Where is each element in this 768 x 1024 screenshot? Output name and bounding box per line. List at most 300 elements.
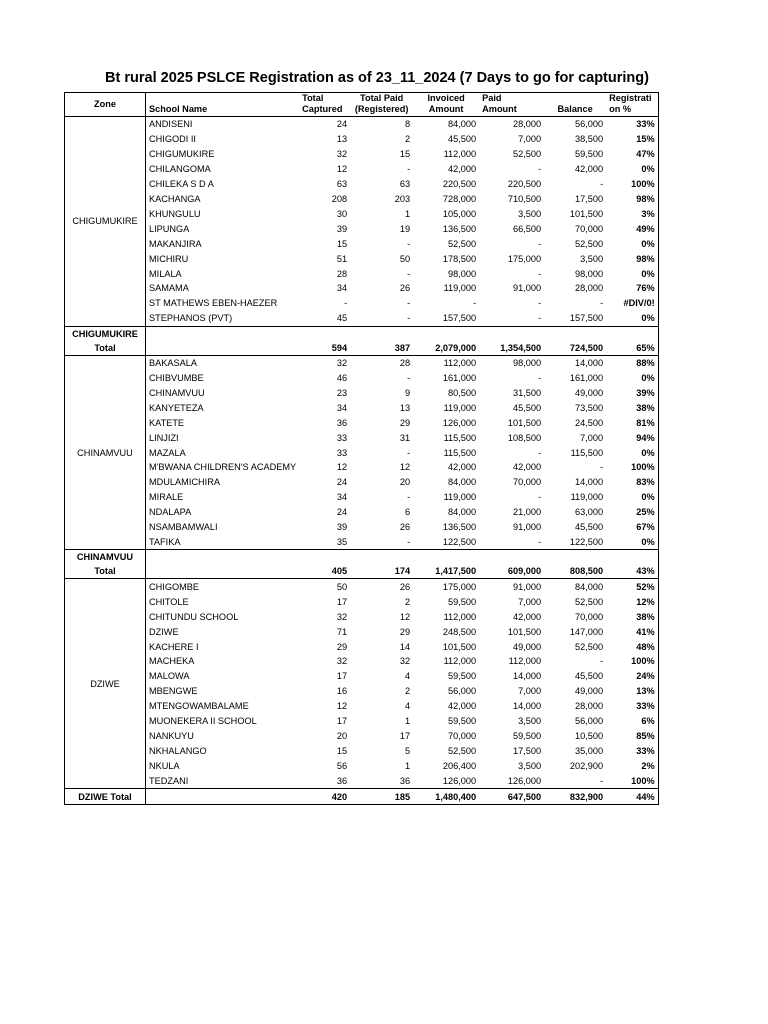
paid-amount-cell: 126,000 xyxy=(507,775,542,786)
balance-cell: 14,000 xyxy=(575,358,604,369)
total-captured-cell: 33 xyxy=(336,447,348,458)
invoiced-amount-cell: 59,500 xyxy=(448,716,477,727)
invoiced-amount-cell: 59,500 xyxy=(448,596,477,607)
registration-pct-cell: 41% xyxy=(606,624,658,639)
zone-total-registration-pct: 44% xyxy=(606,789,658,805)
header-reg-line1: Registrati xyxy=(609,93,652,103)
header-zone: Zone xyxy=(65,93,146,117)
school-name: BAKASALA xyxy=(149,358,198,369)
table-row xyxy=(65,669,659,684)
paid-amount-cell: 66,500 xyxy=(513,223,542,234)
total-captured-cell: 15 xyxy=(336,745,348,756)
school-name: MALOWA xyxy=(149,671,190,682)
total-paid-cell: 15 xyxy=(399,149,411,160)
balance-cell: 49,000 xyxy=(575,686,604,697)
zone-total-label xyxy=(65,550,146,579)
invoiced-amount-cell: 98,000 xyxy=(448,268,477,279)
total-captured-cell: 36 xyxy=(336,775,348,786)
zone-total-paid-amount: 1,354,500 xyxy=(479,326,544,355)
invoiced-amount-cell: 105,000 xyxy=(442,208,477,219)
header-invoiced-line1: Invoiced xyxy=(427,93,465,103)
invoiced-amount-cell: 45,500 xyxy=(448,134,477,145)
paid-amount-cell: 710,500 xyxy=(507,193,542,204)
school-name: CHINAMVUU xyxy=(149,387,205,398)
balance-cell: 52,500 xyxy=(575,596,604,607)
total-paid-cell: 17 xyxy=(399,730,411,741)
balance-cell: 122,500 xyxy=(569,537,604,548)
header-row xyxy=(65,93,659,117)
school-name: M'BWANA CHILDREN'S ACADEMY xyxy=(149,462,297,473)
paid-amount-cell: 7,000 xyxy=(518,596,542,607)
registration-pct-cell: 94% xyxy=(606,430,658,445)
zone-total-total-captured: 420 xyxy=(299,789,350,805)
balance-cell: 42,000 xyxy=(575,164,604,175)
paid-amount-cell: 3,500 xyxy=(518,716,542,727)
table-row xyxy=(65,236,659,251)
table-row xyxy=(65,296,659,311)
registration-pct-cell: 98% xyxy=(606,192,658,207)
balance-cell: 49,000 xyxy=(575,387,604,398)
header-total-paid-line1: Total Paid xyxy=(360,93,404,103)
invoiced-amount-cell: 119,000 xyxy=(443,283,477,294)
zone-total-balance: 832,900 xyxy=(544,789,606,805)
total-paid-cell: 19 xyxy=(399,223,411,234)
table-row xyxy=(65,266,659,281)
invoiced-amount-cell: 175,000 xyxy=(442,581,477,592)
school-name: CHILEKA S D A xyxy=(149,179,214,190)
balance-cell: 202,900 xyxy=(569,760,604,771)
paid-amount-cell: 91,000 xyxy=(513,283,542,294)
table-row xyxy=(65,221,659,236)
invoiced-amount-cell: 112,000 xyxy=(443,656,477,667)
registration-pct-cell: 38% xyxy=(606,400,658,415)
registration-pct-cell: 83% xyxy=(606,475,658,490)
balance-cell: 56,000 xyxy=(575,119,604,130)
header-total-captured-line2: Captured xyxy=(302,104,343,114)
invoiced-amount-cell: 42,000 xyxy=(448,164,477,175)
paid-amount-cell: 14,000 xyxy=(513,671,542,682)
total-captured-cell: 63 xyxy=(336,179,348,190)
paid-amount-cell: 108,500 xyxy=(507,432,542,443)
zone-total-label-line2: Total xyxy=(94,566,116,577)
total-captured-cell: 29 xyxy=(336,641,348,652)
total-captured-cell: 35 xyxy=(336,537,348,548)
paid-amount-cell: - xyxy=(538,164,542,175)
registration-pct-cell: 0% xyxy=(606,445,658,460)
header-balance: Balance xyxy=(544,93,606,117)
balance-cell: - xyxy=(600,298,604,309)
invoiced-amount-cell: 42,000 xyxy=(448,701,477,712)
total-paid-cell: - xyxy=(407,447,411,458)
balance-cell: 35,000 xyxy=(575,745,604,756)
school-name: MTENGOWAMBALAME xyxy=(149,701,249,712)
total-captured-cell: 51 xyxy=(336,253,348,264)
balance-cell: 17,500 xyxy=(575,193,604,204)
invoiced-amount-cell: 84,000 xyxy=(448,507,477,518)
total-paid-cell: - xyxy=(407,537,411,548)
zone-total-row xyxy=(65,550,659,579)
balance-cell: 56,000 xyxy=(575,716,604,727)
invoiced-amount-cell: 122,500 xyxy=(442,537,477,548)
invoiced-amount-cell: 119,000 xyxy=(443,402,477,413)
invoiced-amount-cell: 112,000 xyxy=(443,149,477,160)
total-paid-cell: 20 xyxy=(399,477,411,488)
zone-total-blank xyxy=(146,789,300,805)
total-paid-cell: 28 xyxy=(399,358,411,369)
invoiced-amount-cell: 70,000 xyxy=(448,730,477,741)
balance-cell: 38,500 xyxy=(575,134,604,145)
paid-amount-cell: 70,000 xyxy=(513,477,542,488)
school-name: KHUNGULU xyxy=(149,208,201,219)
registration-pct-cell: 0% xyxy=(606,266,658,281)
registration-pct-cell: 0% xyxy=(606,311,658,326)
invoiced-amount-cell: 206,400 xyxy=(442,760,477,771)
invoiced-amount-cell: 136,500 xyxy=(442,223,477,234)
registration-pct-cell: 15% xyxy=(606,132,658,147)
registration-table xyxy=(64,92,659,805)
balance-cell: 24,500 xyxy=(575,417,604,428)
registration-pct-cell: 48% xyxy=(606,639,658,654)
balance-cell: 52,500 xyxy=(575,238,604,249)
paid-amount-cell: 175,000 xyxy=(507,253,542,264)
school-name: ANDISENI xyxy=(149,119,193,130)
school-name: NKHALANGO xyxy=(149,745,207,756)
total-paid-cell: 1 xyxy=(405,208,411,219)
school-name: SAMAMA xyxy=(149,283,189,294)
table-row xyxy=(65,505,659,520)
table-row xyxy=(65,609,659,624)
paid-amount-cell: 220,500 xyxy=(507,179,542,190)
total-captured-cell: 12 xyxy=(336,164,348,175)
paid-amount-cell: 101,500 xyxy=(507,417,542,428)
zone-total-total-paid: 174 xyxy=(350,550,413,579)
balance-cell: 59,500 xyxy=(575,149,604,160)
table-row xyxy=(65,490,659,505)
registration-pct-cell: 85% xyxy=(606,729,658,744)
school-name: MICHIRU xyxy=(149,253,189,264)
table-row xyxy=(65,714,659,729)
invoiced-amount-cell: 52,500 xyxy=(448,238,477,249)
total-captured-cell: 17 xyxy=(336,596,348,607)
school-name: MIRALE xyxy=(149,492,184,503)
school-name: NANKUYU xyxy=(149,730,194,741)
total-captured-cell: 33 xyxy=(336,432,348,443)
report-title: Bt rural 2025 PSLCE Registration as of 23_11_2024 (7 Days to go for capturing) xyxy=(105,70,649,86)
paid-amount-cell: 91,000 xyxy=(513,581,542,592)
zone-total-label-line1: DZIWE Total xyxy=(78,792,132,803)
paid-amount-cell: 31,500 xyxy=(513,387,542,398)
paid-amount-cell: - xyxy=(538,238,542,249)
total-captured-cell: 32 xyxy=(336,611,348,622)
total-captured-cell: 32 xyxy=(336,149,348,160)
paid-amount-cell: 3,500 xyxy=(518,208,542,219)
balance-cell: 115,500 xyxy=(570,447,604,458)
paid-amount-cell: - xyxy=(538,447,542,458)
invoiced-amount-cell: 178,500 xyxy=(442,253,477,264)
header-paid-line1: Paid xyxy=(482,93,502,103)
school-name: CHILANGOMA xyxy=(149,164,211,175)
table-row xyxy=(65,430,659,445)
header-total-captured-line1: Total xyxy=(302,93,324,103)
zone-total-row xyxy=(65,789,659,805)
registration-pct-cell: 6% xyxy=(606,714,658,729)
total-captured-cell: 20 xyxy=(336,730,348,741)
balance-cell: 3,500 xyxy=(580,253,604,264)
total-captured-cell: 208 xyxy=(331,193,348,204)
total-paid-cell: 203 xyxy=(394,193,411,204)
paid-amount-cell: - xyxy=(538,298,542,309)
table-row xyxy=(65,460,659,475)
registration-pct-cell: 13% xyxy=(606,684,658,699)
total-paid-cell: 31 xyxy=(399,432,411,443)
school-name: CHIGUMUKIRE xyxy=(149,149,215,160)
total-paid-cell: - xyxy=(407,268,411,279)
table-row xyxy=(65,654,659,669)
total-paid-cell: 4 xyxy=(405,671,411,682)
school-name: CHIGODI II xyxy=(149,134,196,145)
balance-cell: 161,000 xyxy=(569,373,604,384)
table-row xyxy=(65,758,659,773)
total-captured-cell: 13 xyxy=(336,134,348,145)
total-captured-cell: 46 xyxy=(336,373,348,384)
registration-pct-cell: 24% xyxy=(606,669,658,684)
total-paid-cell: - xyxy=(407,492,411,503)
total-paid-cell: 26 xyxy=(399,581,411,592)
header-school-name: School Name xyxy=(146,93,300,117)
table-row xyxy=(65,371,659,386)
total-captured-cell: - xyxy=(344,298,348,309)
table-row xyxy=(65,311,659,326)
school-name: CHITUNDU SCHOOL xyxy=(149,611,239,622)
zone-name: CHIGUMUKIRE xyxy=(65,117,146,327)
zone-total-total-captured: 405 xyxy=(299,550,350,579)
zone-name: CHINAMVUU xyxy=(65,355,146,550)
paid-amount-cell: 42,000 xyxy=(513,611,542,622)
zone-total-row xyxy=(65,326,659,355)
total-paid-cell: 50 xyxy=(399,253,411,264)
paid-amount-cell: 52,500 xyxy=(513,149,542,160)
header-invoiced-amount xyxy=(413,93,479,117)
registration-pct-cell: 49% xyxy=(606,221,658,236)
total-captured-cell: 28 xyxy=(336,268,348,279)
zone-total-blank xyxy=(146,550,300,579)
school-name: TEDZANI xyxy=(149,775,189,786)
paid-amount-cell: - xyxy=(538,313,542,324)
paid-amount-cell: 28,000 xyxy=(513,119,542,130)
balance-cell: 28,000 xyxy=(575,701,604,712)
paid-amount-cell: 112,000 xyxy=(508,656,542,667)
registration-pct-cell: 25% xyxy=(606,505,658,520)
registration-pct-cell: 3% xyxy=(606,206,658,221)
balance-cell: 98,000 xyxy=(575,268,604,279)
total-paid-cell: 2 xyxy=(405,596,411,607)
header-total-paid-line2: (Registered) xyxy=(354,104,409,114)
total-captured-cell: 71 xyxy=(336,626,348,637)
zone-total-invoiced-amount: 2,079,000 xyxy=(413,326,479,355)
paid-amount-cell: 7,000 xyxy=(518,134,542,145)
table-row xyxy=(65,445,659,460)
paid-amount-cell: 17,500 xyxy=(513,745,542,756)
total-captured-cell: 23 xyxy=(336,387,348,398)
zone-total-paid-amount: 647,500 xyxy=(479,789,544,805)
invoiced-amount-cell: 220,500 xyxy=(442,179,477,190)
balance-cell: 70,000 xyxy=(575,223,604,234)
registration-pct-cell: 33% xyxy=(606,117,658,132)
table-row xyxy=(65,520,659,535)
school-name: NSAMBAMWALI xyxy=(149,522,218,533)
table-row xyxy=(65,192,659,207)
total-paid-cell: 29 xyxy=(399,417,411,428)
table-row xyxy=(65,639,659,654)
zone-total-invoiced-amount: 1,480,400 xyxy=(413,789,479,805)
school-name: TAFIKA xyxy=(149,537,181,548)
paid-amount-cell: 101,500 xyxy=(507,626,542,637)
total-paid-cell: 9 xyxy=(405,387,411,398)
school-name: LIPUNGA xyxy=(149,223,190,234)
registration-pct-cell: 33% xyxy=(606,743,658,758)
total-captured-cell: 36 xyxy=(336,417,348,428)
total-paid-cell: 14 xyxy=(399,641,411,652)
total-captured-cell: 39 xyxy=(336,223,348,234)
total-paid-cell: 26 xyxy=(399,283,411,294)
balance-cell: 10,500 xyxy=(575,730,604,741)
zone-total-total-captured: 594 xyxy=(299,326,350,355)
header-paid-amount xyxy=(479,93,544,117)
school-name: LINJIZI xyxy=(149,432,179,443)
total-captured-cell: 24 xyxy=(336,119,348,130)
registration-pct-cell: 0% xyxy=(606,490,658,505)
invoiced-amount-cell: 126,000 xyxy=(442,417,477,428)
registration-pct-cell: 0% xyxy=(606,162,658,177)
invoiced-amount-cell: 84,000 xyxy=(448,477,477,488)
balance-cell: 84,000 xyxy=(575,581,604,592)
table-row xyxy=(65,386,659,401)
registration-pct-cell: 47% xyxy=(606,147,658,162)
registration-pct-cell: 33% xyxy=(606,699,658,714)
school-name: MAKANJIRA xyxy=(149,238,202,249)
zone-total-registration-pct: 43% xyxy=(606,550,658,579)
school-name: MDULAMICHIRA xyxy=(149,477,220,488)
table-row xyxy=(65,281,659,296)
registration-pct-cell: 52% xyxy=(606,579,658,594)
invoiced-amount-cell: 101,500 xyxy=(442,641,477,652)
total-paid-cell: 12 xyxy=(399,611,411,622)
table-row xyxy=(65,355,659,370)
school-name: KATETE xyxy=(149,417,185,428)
table-row xyxy=(65,594,659,609)
zone-total-total-paid: 387 xyxy=(350,326,413,355)
school-name: MUONEKERA II SCHOOL xyxy=(149,716,257,727)
total-captured-cell: 34 xyxy=(336,402,348,413)
table-row xyxy=(65,206,659,221)
paid-amount-cell: 59,500 xyxy=(513,730,542,741)
total-paid-cell: 12 xyxy=(399,462,411,473)
table-row xyxy=(65,251,659,266)
school-name: MACHEKA xyxy=(149,656,195,667)
school-name: STEPHANOS (PVT) xyxy=(149,313,233,324)
balance-cell: 45,500 xyxy=(575,671,604,682)
total-paid-cell: 36 xyxy=(399,775,411,786)
registration-pct-cell: #DIV/0! xyxy=(606,296,658,311)
total-captured-cell: 45 xyxy=(336,313,348,324)
paid-amount-cell: 21,000 xyxy=(513,507,542,518)
table-row xyxy=(65,117,659,132)
zone-total-label-line2: Total xyxy=(94,342,116,353)
registration-pct-cell: 67% xyxy=(606,520,658,535)
table-row xyxy=(65,415,659,430)
balance-cell: - xyxy=(600,179,604,190)
total-paid-cell: 63 xyxy=(399,179,411,190)
zone-total-label-line1: CHIGUMUKIRE xyxy=(72,328,138,339)
paid-amount-cell: - xyxy=(538,268,542,279)
paid-amount-cell: 98,000 xyxy=(513,358,542,369)
zone-total-paid-amount: 609,000 xyxy=(479,550,544,579)
total-paid-cell: 2 xyxy=(405,686,411,697)
registration-pct-cell: 76% xyxy=(606,281,658,296)
total-paid-cell: 32 xyxy=(399,656,411,667)
total-paid-cell: 4 xyxy=(405,701,411,712)
header-total-captured xyxy=(299,93,350,117)
zone-total-balance: 808,500 xyxy=(544,550,606,579)
zone-total-total-paid: 185 xyxy=(350,789,413,805)
zone-total-invoiced-amount: 1,417,500 xyxy=(413,550,479,579)
school-name: KACHERE I xyxy=(149,641,199,652)
total-paid-cell: 26 xyxy=(399,522,411,533)
invoiced-amount-cell: 112,000 xyxy=(443,358,477,369)
total-captured-cell: 12 xyxy=(336,462,348,473)
total-captured-cell: 16 xyxy=(336,686,348,697)
total-captured-cell: 50 xyxy=(336,581,348,592)
registration-pct-cell: 81% xyxy=(606,415,658,430)
paid-amount-cell: - xyxy=(538,373,542,384)
paid-amount-cell: 45,500 xyxy=(513,402,542,413)
table-row xyxy=(65,743,659,758)
zone-total-registration-pct: 65% xyxy=(606,326,658,355)
table-row xyxy=(65,177,659,192)
registration-pct-cell: 100% xyxy=(606,460,658,475)
total-captured-cell: 32 xyxy=(336,656,348,667)
total-paid-cell: 6 xyxy=(405,507,411,518)
registration-pct-cell: 0% xyxy=(606,371,658,386)
balance-cell: 7,000 xyxy=(580,432,604,443)
header-paid-line2: Amount xyxy=(482,104,517,114)
balance-cell: 14,000 xyxy=(575,477,604,488)
paid-amount-cell: - xyxy=(538,492,542,503)
table-row xyxy=(65,162,659,177)
balance-cell: - xyxy=(600,775,604,786)
registration-pct-cell: 12% xyxy=(606,594,658,609)
total-paid-cell: - xyxy=(407,298,411,309)
table-row xyxy=(65,147,659,162)
school-name: NKULA xyxy=(149,760,180,771)
invoiced-amount-cell: 126,000 xyxy=(442,775,477,786)
table-row xyxy=(65,579,659,594)
total-paid-cell: 29 xyxy=(399,626,411,637)
paid-amount-cell: 42,000 xyxy=(513,462,542,473)
registration-pct-cell: 100% xyxy=(606,654,658,669)
total-paid-cell: - xyxy=(407,238,411,249)
total-paid-cell: 5 xyxy=(405,745,411,756)
total-paid-cell: - xyxy=(407,313,411,324)
balance-cell: 157,500 xyxy=(569,313,604,324)
school-name: MILALA xyxy=(149,268,182,279)
zone-total-label xyxy=(65,326,146,355)
registration-pct-cell: 100% xyxy=(606,177,658,192)
paid-amount-cell: 91,000 xyxy=(513,522,542,533)
invoiced-amount-cell: 136,500 xyxy=(442,522,477,533)
paid-amount-cell: 49,000 xyxy=(513,641,542,652)
invoiced-amount-cell: 119,000 xyxy=(443,492,477,503)
